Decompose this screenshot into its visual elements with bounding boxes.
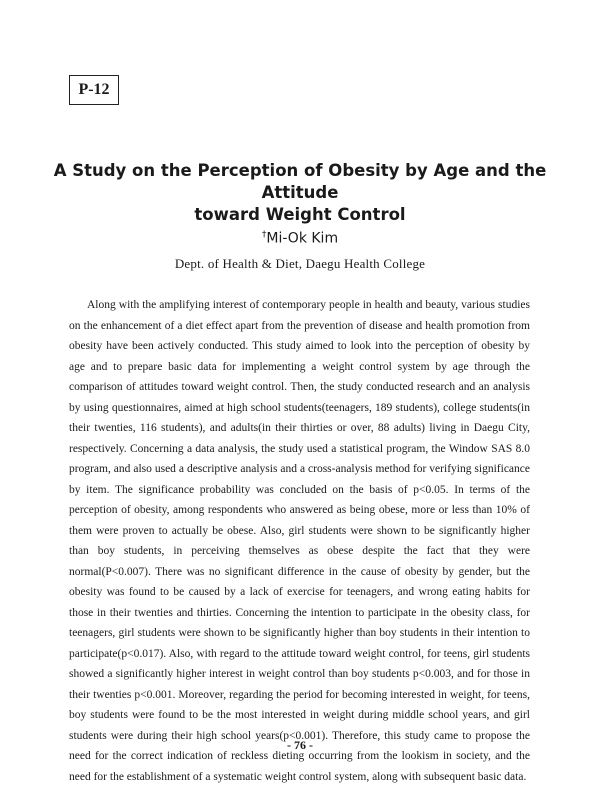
affiliation: Dept. of Health & Diet, Daegu Health College (174, 256, 426, 271)
paper-title-line-1: A Study on the Perception of Obesity by Age and the Attitude (53, 161, 547, 202)
paper-title (40, 160, 560, 226)
abstract-body: Along with the amplifying interest of contemporary people in health and beauty, various studies on the enhancement of a diet effect apart from the prevention of disease and health promotion from obesity have been actively conducted. This study aimed to look into the perception of obesity by age and to prepare basic data for implementing a weight control system by age through the comparison of attitudes toward weight control. Then, the study conducted research and an analysis by using questionnaires, aimed at high school students(teenagers, 189 students), college students(in their twenties, 116 students), and adults(in their thirties or over, 88 adults) living in Daegu City, respectively. Concerning a data analysis, the study used a statistical program, the Window SAS 8.0 program, and also used a descriptive analysis and a cross-analysis method for verifying significance by item. The significance probability was concluded on the basis of p<0.05. In terms of the perception of obesity, among respondents who answered as being obese, more or less than 10% of them were proven to actually be obese. Also, girl students were shown to be significantly higher than boy students, in perceiving themselves as obese despite the fact that they were normal(P<0.007). There was no significant difference in the cause of obesity by gender, but the obesity was found to be caused by a lack of exercise for teenagers, and wrong eating habits for those in their twenties and thirties. Concerning the intention to participate in the obesity class, for teenagers, girl students were shown to be significantly higher than boy students in their intention to participate(p<0.017). Also, with regard to the attitude toward weight control, for teens, girl students showed a significantly higher interest in weight control than boy students p<0.003, and for those in their twenties p<0.001. Moreover, regarding the period for becoming interested in weight, for teens, boy students were found to be the most interested in weight during middle school years, and girl students were during their high school years(p<0.001). Therefore, this study came to propose the need for the correct indication of reckless dieting occurring from the lookism in society, and the need for the establishment of a systematic weight control system, along with subsequent basic data. (69, 299, 530, 783)
corresponding-author-mark: † (261, 230, 267, 240)
page-number: - 76 - (287, 738, 313, 752)
paper-title-line-2: toward Weight Control (194, 205, 406, 224)
author-line (0, 230, 600, 247)
author-name: Mi-Ok Kim (266, 230, 339, 247)
poster-code: P-12 (78, 81, 110, 98)
poster-code-box (69, 75, 119, 105)
